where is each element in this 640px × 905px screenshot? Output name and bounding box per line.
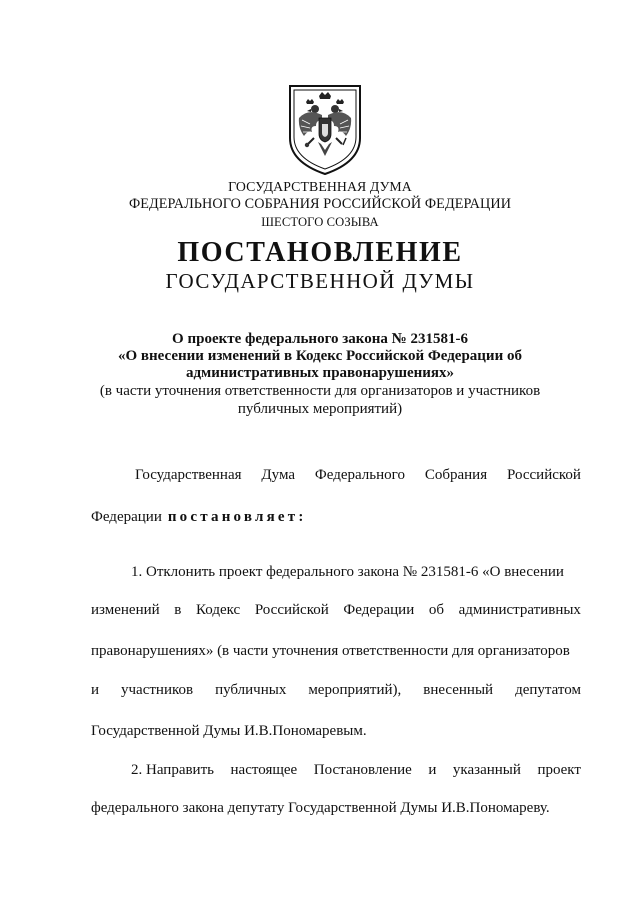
subject-line-2: «О внесении изменений в Кодекс Российской Федерации об xyxy=(118,348,522,364)
preamble-word: Государственная xyxy=(135,467,242,483)
item-1-word: депутатом xyxy=(515,682,581,698)
preamble-word: Собрания xyxy=(424,467,488,483)
subject-line-5: публичных мероприятий) xyxy=(237,401,403,417)
item-2-line-1 xyxy=(131,761,581,779)
item-1-word: в xyxy=(174,602,182,618)
item-1-word: Российской xyxy=(254,602,329,618)
item-1-word: изменений xyxy=(91,602,160,618)
item-1-line-2 xyxy=(91,601,581,619)
preamble-line-2 xyxy=(91,508,307,526)
item-1-line-5: Государственной Думы И.В.Пономаревым. xyxy=(91,723,367,739)
decree-word: постановляет: xyxy=(167,509,307,525)
item-1-word: участников xyxy=(121,682,194,698)
preamble-word: Федерального xyxy=(314,467,405,483)
document-title: ПОСТАНОВЛЕНИЕ xyxy=(177,237,463,268)
item-1-word: административных xyxy=(458,602,581,618)
subject-line-3: административных правонарушениях» xyxy=(185,365,455,381)
item-1-word: публичных xyxy=(215,682,287,698)
item-2-word: указанный xyxy=(452,762,521,778)
preamble-line-1 xyxy=(135,466,581,484)
item-1-word: внесенный xyxy=(423,682,494,698)
item-1-word: Федерации xyxy=(343,602,415,618)
org-line-1: ГОСУДАРСТВЕННАЯ ДУМА xyxy=(228,179,412,194)
item-2-word: настоящее xyxy=(230,762,298,778)
subject-line-4: (в части уточнения ответственности для организаторов и участников xyxy=(99,383,541,399)
item-1-word: и xyxy=(91,682,100,698)
document-title-sub: ГОСУДАРСТВЕННОЙ ДУМЫ xyxy=(165,269,475,293)
org-line-3: ШЕСТОГО СОЗЫВА xyxy=(261,215,379,229)
subject-line-1: О проекте федерального закона № 231581-6 xyxy=(172,331,468,347)
item-1-word: Кодекс xyxy=(196,602,241,618)
preamble-word: Российской xyxy=(507,467,581,483)
item-1-line-1: 1. Отклонить проект федерального закона № 231581-6 «О внесении xyxy=(131,564,564,580)
preamble-word: Дума xyxy=(261,467,296,483)
item-1-word: мероприятий), xyxy=(308,682,402,698)
item-2-line-2: федерального закона депутату Государственной Думы И.В.Пономареву. xyxy=(91,800,550,816)
item-2-word: 2. Направить xyxy=(131,762,214,778)
item-1-line-3: правонарушениях» (в части уточнения ответственности для организаторов xyxy=(91,643,570,659)
item-1-word: об xyxy=(428,602,444,618)
item-2-word: проект xyxy=(537,762,581,778)
item-2-word: Постановление xyxy=(313,762,412,778)
preamble-continuation: Федерации xyxy=(91,509,162,525)
org-line-2: ФЕДЕРАЛЬНОГО СОБРАНИЯ РОССИЙСКОЙ ФЕДЕРАЦИИ xyxy=(128,196,512,212)
item-2-word: и xyxy=(428,762,437,778)
item-1-line-4 xyxy=(91,681,581,699)
coat-of-arms-icon xyxy=(286,82,364,177)
